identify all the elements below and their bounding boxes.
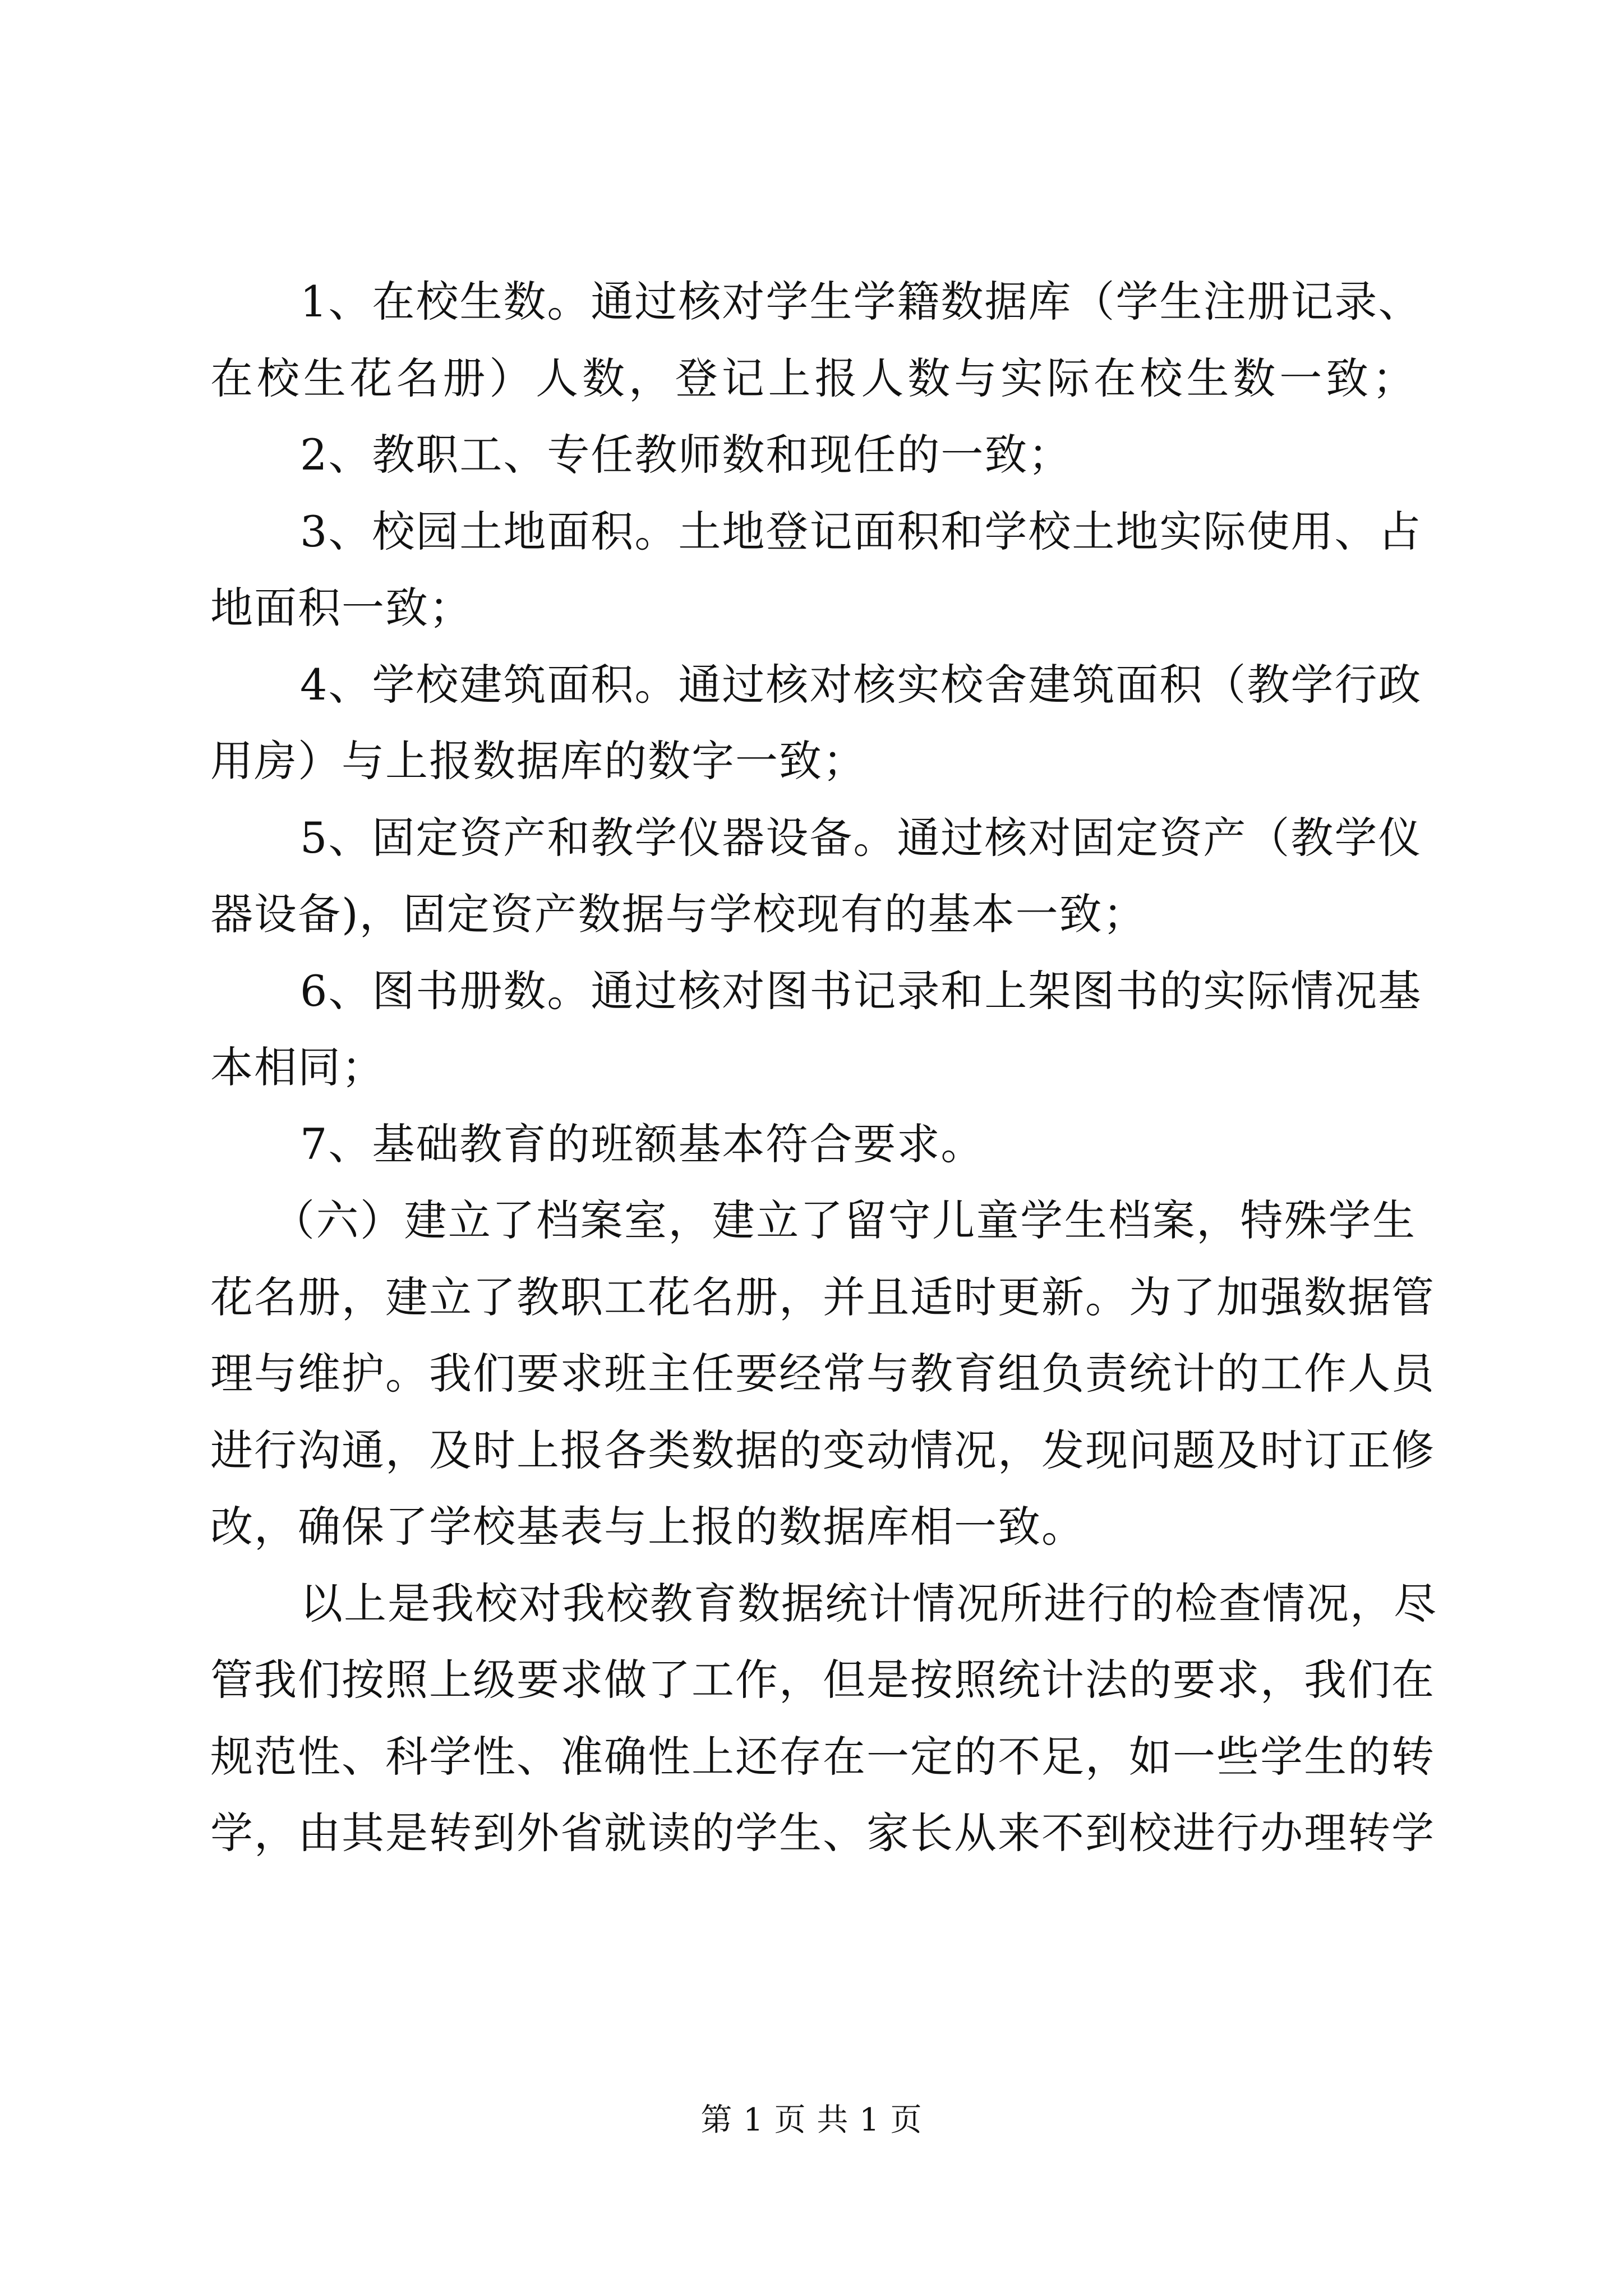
- paragraph-line: 本相同；: [210, 1042, 385, 1092]
- paragraph-line: 1、在校生数。通过核对学生学籍数据库（学生注册记录、: [300, 277, 1422, 326]
- paragraph-line: 改，确保了学校基表与上报的数据库相一致。: [210, 1502, 1085, 1552]
- paragraph-line: 地面积一致；: [210, 583, 473, 633]
- document-body: [210, 264, 1437, 1872]
- paragraph-line: 6、图书册数。通过核对图书记录和上架图书的实际情况基: [300, 965, 1422, 1016]
- paragraph-line: 理与维护。我们要求班主任要经常与教育组负责统计的工作人员: [210, 1349, 1435, 1398]
- paragraph-line: 5、固定资产和教学仪器设备。通过核对固定资产（教学仪: [300, 812, 1422, 863]
- paragraph-line: 花名册，建立了教职工花名册，并且适时更新。为了加强数据管: [210, 1272, 1435, 1322]
- paragraph-line: 4、学校建筑面积。通过核对核实校舍建筑面积（教学行政: [300, 659, 1422, 710]
- paragraph-line: 学，由其是转到外省就读的学生、家长从来不到校进行办理转学: [210, 1808, 1435, 1858]
- paragraph-line: 器设备)，固定资产数据与学校现有的基本一致；: [210, 889, 1147, 939]
- paragraph-line: 以上是我校对我校教育数据统计情况所进行的检查情况，尽: [300, 1578, 1437, 1628]
- paragraph-line: 规范性、科学性、准确性上还存在一定的不足，如一些学生的转: [210, 1731, 1435, 1782]
- paragraph-line: 2、教职工、专任教师数和现任的一致；: [300, 430, 1072, 480]
- paragraph-line: 7、基础教育的班额基本符合要求。: [300, 1119, 985, 1169]
- paragraph-line: 用房）与上报数据库的数字一致；: [210, 736, 866, 786]
- paragraph-line: 3、校园土地面积。土地登记面积和学校土地实际使用、占: [300, 506, 1422, 556]
- page-number-footer: 第 1 页 共 1 页: [700, 2102, 923, 2138]
- paragraph-line: 在校生花名册）人数，登记上报人数与实际在校生数一致；: [210, 353, 1416, 403]
- paragraph-line: （六）建立了档案室，建立了留守儿童学生档案，特殊学生: [272, 1195, 1416, 1245]
- paragraph-line: 进行沟通，及时上报各类数据的变动情况，发现问题及时订正修: [210, 1425, 1435, 1475]
- paragraph-line: 管我们按照上级要求做了工作，但是按照统计法的要求，我们在: [210, 1655, 1435, 1705]
